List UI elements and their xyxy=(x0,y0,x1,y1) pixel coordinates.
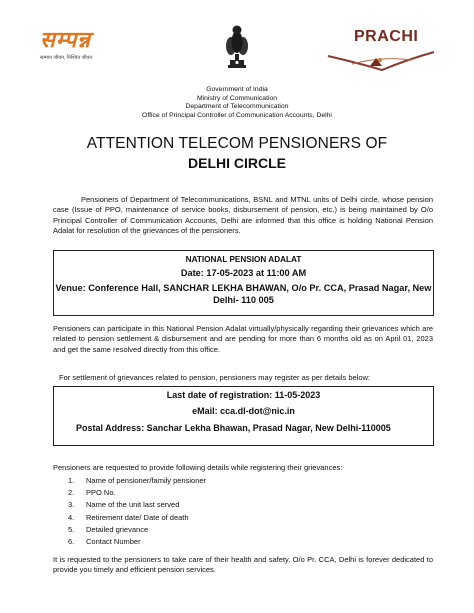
details-list xyxy=(68,475,206,548)
list-item-text: Detailed grievance xyxy=(86,524,149,534)
office-line-3: Department of Telecommunication xyxy=(185,103,289,111)
adalat-venue: Venue: Conference Hall, SANCHAR LEKHA BHAWAN, O/o Pr. CCA, Prasad Nagar, New Delhi- 110 005 xyxy=(55,283,432,305)
list-item xyxy=(68,475,206,487)
registration-email[interactable]: eMail: cca.dl-dot@nic.in xyxy=(192,406,295,416)
list-item-text: PPO No. xyxy=(86,488,116,498)
registration-last-date: Last date of registration: 11-05-2023 xyxy=(166,390,321,400)
list-item-number: 6. xyxy=(68,537,75,547)
list-item-text: Retirement date/ Date of death xyxy=(86,512,189,522)
list-item xyxy=(68,499,206,511)
notice-subtitle: DELHI CIRCLE xyxy=(188,155,286,171)
adalat-details-box xyxy=(53,250,434,316)
list-item-number: 3. xyxy=(68,500,75,510)
office-line-2: Ministry of Communication xyxy=(196,94,278,102)
prachi-logo xyxy=(322,26,440,72)
sampann-tagline: सम्मान जीवन, निश्चित जीवन xyxy=(40,55,93,61)
participation-paragraph: Pensioners can participate in this National Pension Adalat virtually/physically regarding their grievances which are related to pension settlement & disbursement and are pending for more than 6 months old as on April 01, 2023 and get the same resolved directly from this office. xyxy=(53,324,433,354)
list-item-number: 4. xyxy=(68,512,75,522)
adalat-date: Date: 17-05-2023 at 11:00 AM xyxy=(180,268,307,278)
sampann-logo-mark xyxy=(40,24,126,54)
registration-details-box xyxy=(53,386,434,446)
prachi-logo-text: PRACHI xyxy=(354,28,419,45)
list-item xyxy=(68,524,206,536)
list-item xyxy=(68,487,206,499)
intro-paragraph: Pensioners of Department of Telecommunications, BSNL and MTNL units of Delhi circle, whose pension case (Issue of PPO, maintenance of service books, disbursement of pension, etc.) is being maintained by O/o Principal Controller of Communication Accounts, Delhi are informed that this office is holding National Pension Adalat for resolution of the grievances of the pensioners. xyxy=(53,195,433,236)
registration-postal-address: Postal Address: Sanchar Lekha Bhawan, Prasad Nagar, New Delhi-110005 xyxy=(76,423,391,433)
details-intro: Pensioners are requested to provide following details while registering their grievances: xyxy=(53,463,343,472)
register-intro: For settlement of grievances related to pension, pensioners may register as per details below: xyxy=(59,373,370,382)
office-address xyxy=(0,86,474,120)
list-item-text: Name of pensioner/family pensioner xyxy=(86,476,207,485)
notice-title: ATTENTION TELECOM PENSIONERS OF xyxy=(86,135,388,152)
sampann-logo-text: सम्पन्न xyxy=(40,27,91,53)
office-line-4: Office of Principal Controller of Communication Accounts, Delhi xyxy=(142,111,332,119)
list-item xyxy=(68,536,206,548)
office-line-1: Government of India xyxy=(206,86,268,93)
sampann-logo xyxy=(40,24,126,70)
list-item-number: 5. xyxy=(68,524,75,534)
list-item-number: 2. xyxy=(68,488,75,498)
adalat-heading: NATIONAL PENSION ADALAT xyxy=(185,255,302,264)
state-emblem-icon xyxy=(222,20,252,72)
list-item xyxy=(68,512,206,524)
list-item-number: 1. xyxy=(68,476,75,485)
list-item-text: Name of the unit last served xyxy=(86,500,180,510)
closing-paragraph: It is requested to the pensioners to take care of their health and safety. O/o Pr. CCA, Delhi is forever dedicated to provide you timely and efficient pension services. xyxy=(53,555,433,575)
list-item-text: Contact Number xyxy=(86,537,141,547)
